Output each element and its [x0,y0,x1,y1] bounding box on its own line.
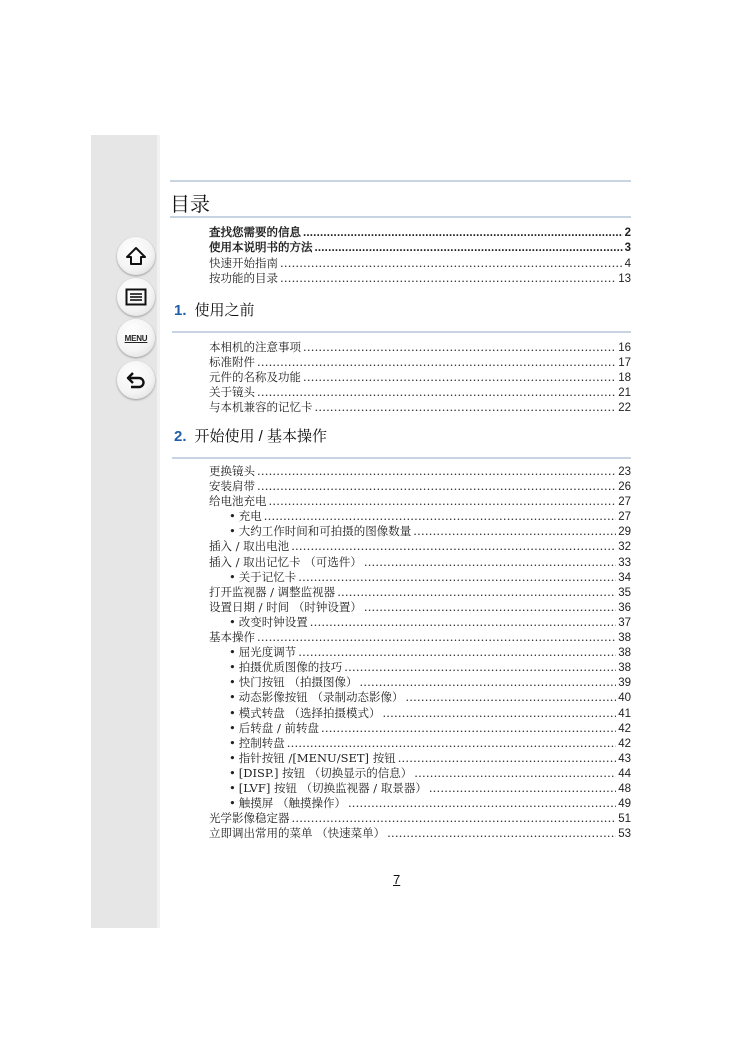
toc-page-number: 16 [618,342,631,354]
toc-page-number: 23 [618,466,631,478]
toc-entry-label: 设置日期 / 时间 （时钟设置） [209,599,362,614]
title-rule [170,216,631,218]
bullet: • [229,720,236,735]
toc-entry-label: 触摸屏 （触摸操作） [238,796,346,811]
dot-leader [280,271,616,286]
toc-subentry[interactable] [209,751,631,766]
toc-entry-label: 插入 / 取出记忆卡 （可选件） [209,554,362,569]
dot-leader [382,706,616,721]
toc-entry-label: 标准附件 [209,355,255,370]
toc-page-number: 36 [618,601,631,614]
section-heading-1 [174,299,255,320]
toc-page-number: 32 [618,541,631,554]
dot-leader [310,615,616,630]
dot-leader [303,370,616,385]
menu-button[interactable] [117,319,155,357]
toc-entry[interactable] [209,826,631,841]
toc-subentry[interactable] [209,524,631,539]
bullet: • [229,569,236,584]
dot-leader [298,645,616,660]
top-rule [170,180,631,182]
toc-subentry[interactable] [209,509,631,524]
toc-page-number: 41 [618,707,631,720]
toc-entry[interactable] [209,494,631,509]
toc-entry[interactable] [209,370,631,385]
toc-page-number: 3 [624,242,631,255]
toc-entry-label: 基本操作 [209,630,255,645]
dot-leader [257,464,616,479]
section-title: 使用之前 [194,302,255,319]
toc-entry-label: 快门按钮 （拍摄图像） [238,675,358,690]
toc-entry-label: 后转盘 / 前转盘 [238,720,319,735]
toc-entry-label: 查找您需要的信息 [209,227,301,239]
dot-leader [291,539,616,554]
toc-entry[interactable] [209,355,631,370]
toc-entry-label: 快速开始指南 [209,256,278,271]
toc-page-number: 42 [618,737,631,750]
toc-entry[interactable] [209,539,631,554]
toc-entry[interactable] [209,241,631,256]
bullet: • [229,750,236,765]
toc-entry-label: [DISP.] 按钮 （切换显示的信息） [238,765,413,780]
toc-entry-label: 与本机兼容的记忆卡 [209,400,313,415]
dot-leader [405,690,616,705]
section-number: 1. [174,302,187,319]
bullet: • [229,675,236,690]
dot-leader [321,721,616,736]
list-icon [125,288,147,306]
toc-subentry[interactable] [209,570,631,585]
dot-leader [287,736,616,751]
bullet: • [229,765,236,780]
page-number: 7 [393,872,401,887]
bullet: • [229,645,236,660]
toc-entry-label: 关于镜头 [209,385,255,400]
toc-entry-label: 更换镜头 [209,464,255,478]
toc-entry-label: 立即调出常用的菜单 （快速菜单） [209,826,386,841]
menu-label: MENU [124,333,148,343]
toc-page-number: 4 [624,258,631,271]
toc-page-number: 48 [618,782,631,795]
toc-entry-label: 给电池充电 [209,494,267,509]
toc-subentry[interactable] [209,645,631,660]
toc-subentry[interactable] [209,690,631,705]
toc-page-number: 27 [618,511,631,524]
toc-entry[interactable] [209,226,631,241]
toc-subentry[interactable] [209,736,631,751]
section-rule-1 [172,331,631,333]
toc-entry[interactable] [209,400,631,415]
bullet: • [229,780,236,795]
toc-entry[interactable] [209,464,631,479]
dot-leader [315,241,623,256]
toc-page-number: 39 [618,677,631,690]
toc-page-number: 17 [618,357,631,370]
section-number: 2. [174,428,187,445]
bullet: • [229,690,236,705]
bullet: • [229,614,236,629]
dot-leader [257,479,616,494]
toc-page-number: 21 [618,387,631,400]
toc-entry-label: 使用本说明书的方法 [209,242,313,255]
contents-button[interactable] [117,278,155,316]
dot-leader [303,226,623,241]
intro-toc [209,226,631,286]
dot-leader [269,494,617,509]
dot-leader [315,400,617,415]
toc-subentry[interactable] [209,675,631,690]
toc-page-number: 44 [618,767,631,780]
home-icon [125,246,147,266]
dot-leader [280,256,623,271]
toc-page-number: 51 [618,813,631,826]
dot-leader [257,355,616,370]
toc-entry[interactable] [209,256,631,271]
dot-leader [413,524,616,539]
toc-entry-label: 安装肩带 [209,479,255,494]
toc-entry-label: 打开监视器 / 调整监视器 [209,584,336,599]
section-2-toc [209,464,631,841]
toc-entry-label: 动态影像按钮 （录制动态影像） [238,690,404,705]
toc-page-number: 40 [618,692,631,705]
toc-page-number: 22 [618,402,631,415]
section-1-toc [209,340,631,415]
toc-entry[interactable] [209,340,631,355]
dot-leader [348,796,616,811]
dot-leader [364,555,616,570]
toc-entry-label: 本相机的注意事项 [209,340,301,354]
toc-entry[interactable] [209,555,631,570]
toc-subentry[interactable] [209,706,631,721]
bullet: • [229,705,236,720]
toc-page-number: 35 [618,586,631,599]
toc-page-number: 43 [618,752,631,765]
toc-page-number: 2 [624,227,631,239]
dot-leader [414,766,616,781]
section-title: 开始使用 / 基本操作 [194,428,328,445]
toc-entry-label: 插入 / 取出电池 [209,539,290,554]
toc-entry-label: [LVF] 按钮 （切换监视器 / 取景器） [238,780,427,795]
toc-subentry[interactable] [209,660,631,675]
toc-entry-label: 控制转盘 [238,735,285,750]
toc-entry[interactable] [209,630,631,645]
toc-page-number: 37 [618,616,631,629]
dot-leader [264,509,616,524]
toc-page-number: 29 [618,526,631,539]
dot-leader [364,600,616,615]
toc-entry[interactable] [209,479,631,494]
bullet: • [229,524,236,539]
toc-entry-label: 充电 [238,509,262,524]
dot-leader [387,826,616,841]
toc-entry-label: 按功能的目录 [209,271,278,286]
toc-entry-label: 元件的名称及功能 [209,370,301,385]
bullet: • [229,660,236,675]
toc-entry[interactable] [209,271,631,286]
toc-entry[interactable] [209,811,631,826]
toc-page-number: 38 [618,647,631,660]
toc-entry-label: 关于记忆卡 [238,569,297,584]
back-button[interactable] [117,361,155,399]
dot-leader [257,385,616,400]
toc-page-number: 34 [618,571,631,584]
section-rule-2 [172,457,631,459]
dot-leader [298,570,616,585]
toc-page-number: 38 [618,632,631,645]
toc-entry-label: 屈光度调节 [238,645,297,660]
toc-entry-label: 改变时钟设置 [238,614,308,629]
sidebar-edge [157,135,160,928]
toc-page-number: 26 [618,481,631,494]
bullet: • [229,735,236,750]
return-arrow-icon [125,370,147,390]
toc-entry-label: 大约工作时间和可拍摄的图像数量 [238,524,412,539]
toc-subentry[interactable] [209,615,631,630]
toc-subentry[interactable] [209,796,631,811]
dot-leader [359,675,616,690]
toc-page-number: 53 [618,828,631,841]
toc-page-number: 42 [618,722,631,735]
toc-page-number: 33 [618,556,631,569]
toc-entry-label: 指针按钮 /[MENU/SET] 按钮 [238,750,396,765]
toc-page-number: 18 [618,372,631,385]
toc-entry[interactable] [209,600,631,615]
dot-leader [429,781,616,796]
toc-page-number: 49 [618,798,631,811]
toc-entry-label: 模式转盘 （选择拍摄模式） [238,705,381,720]
dot-leader [337,585,616,600]
page-title: 目录 [170,192,210,216]
home-button[interactable] [117,237,155,275]
bullet: • [229,509,236,524]
toc-entry[interactable] [209,385,631,400]
dot-leader [344,660,616,675]
bullet: • [229,796,236,811]
toc-entry-label: 光学影像稳定器 [209,811,290,826]
dot-leader [303,340,616,355]
toc-page-number: 38 [618,662,631,675]
section-heading-2 [174,425,327,446]
toc-subentry[interactable] [209,781,631,796]
dot-leader [257,630,616,645]
toc-page-number: 27 [618,496,631,509]
dot-leader [398,751,617,766]
toc-subentry[interactable] [209,766,631,781]
toc-entry-label: 拍摄优质图像的技巧 [238,660,343,675]
toc-entry[interactable] [209,585,631,600]
toc-subentry[interactable] [209,721,631,736]
toc-page-number: 13 [618,273,631,286]
dot-leader [292,811,617,826]
